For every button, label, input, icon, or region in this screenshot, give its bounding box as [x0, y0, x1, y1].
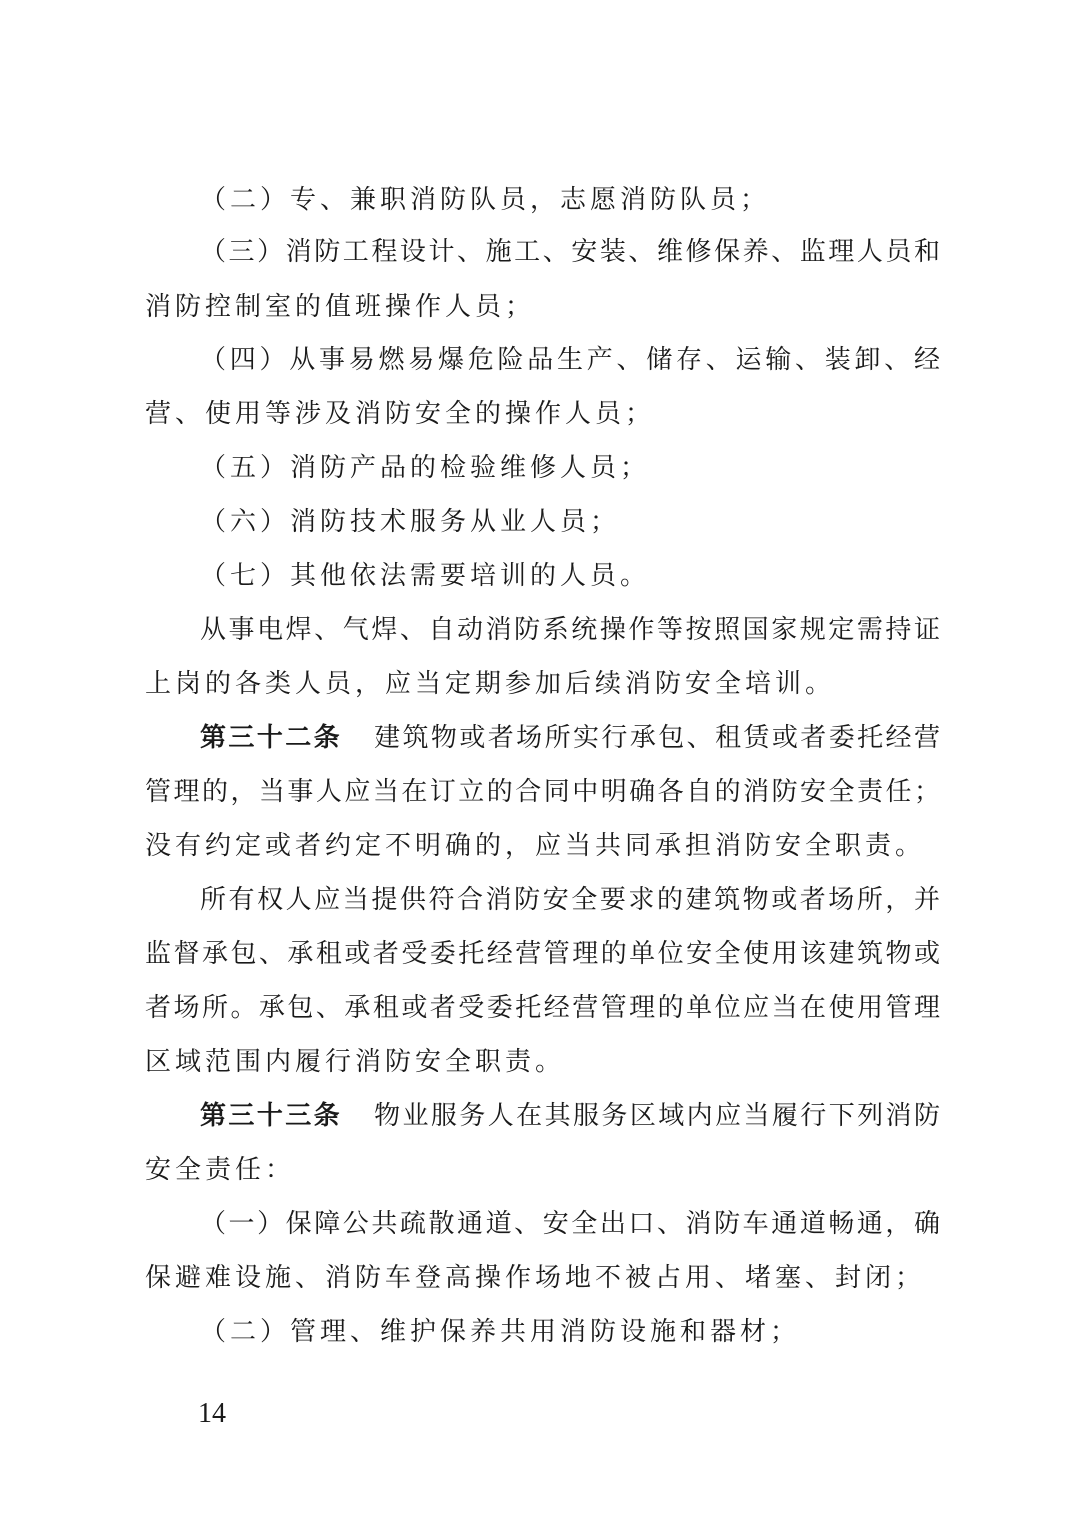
text-line: （一）保障公共疏散通道、安全出口、消防车通道畅通，确 — [200, 1209, 940, 1239]
text-line: 者场所。承包、承租或者受委托经营管理的单位应当在使用管理 — [145, 993, 940, 1023]
article-32-first-line — [200, 718, 940, 758]
article-text: 物业服务人在其服务区域内应当履行下列消防 — [374, 1101, 940, 1131]
text-line: 保避难设施、消防车登高操作场地不被占用、堵塞、封闭； — [145, 1263, 926, 1293]
article-heading: 第三十二条 — [200, 723, 343, 753]
text-line: 区域范围内履行消防安全职责。 — [145, 1047, 566, 1077]
article-33-first-line — [200, 1096, 940, 1136]
text-line: 从事电焊、气焊、自动消防系统操作等按照国家规定需持证 — [200, 615, 940, 645]
text-line: 管理的，当事人应当在订立的合同中明确各自的消防安全责任； — [145, 777, 940, 807]
text-line: （七）其他依法需要培训的人员。 — [200, 561, 651, 591]
text-line: （三）消防工程设计、施工、安装、维修保养、监理人员和 — [200, 237, 940, 267]
page-number: 14 — [198, 1398, 226, 1429]
article-heading: 第三十三条 — [200, 1101, 343, 1131]
text-line: 营、使用等涉及消防安全的操作人员； — [145, 399, 656, 429]
text-line: 上岗的各类人员，应当定期参加后续消防安全培训。 — [145, 669, 836, 699]
text-line: 所有权人应当提供符合消防安全要求的建筑物或者场所，并 — [200, 885, 940, 915]
text-line: （六）消防技术服务从业人员； — [200, 507, 621, 537]
text-line: 监督承包、承租或者受委托经营管理的单位安全使用该建筑物或 — [145, 939, 940, 969]
text-line: （五）消防产品的检验维修人员； — [200, 453, 651, 483]
text-line: 安全责任： — [145, 1155, 296, 1185]
text-line: （二）专、兼职消防队员，志愿消防队员； — [200, 185, 771, 215]
text-line: 没有约定或者约定不明确的，应当共同承担消防安全职责。 — [145, 831, 926, 861]
text-line: （二）管理、维护保养共用消防设施和器材； — [200, 1317, 801, 1347]
article-text: 建筑物或者场所实行承包、租赁或者委托经营 — [374, 723, 940, 753]
text-line: 消防控制室的值班操作人员； — [145, 292, 536, 322]
text-line: （四）从事易燃易爆危险品生产、储存、运输、装卸、经 — [200, 345, 940, 375]
